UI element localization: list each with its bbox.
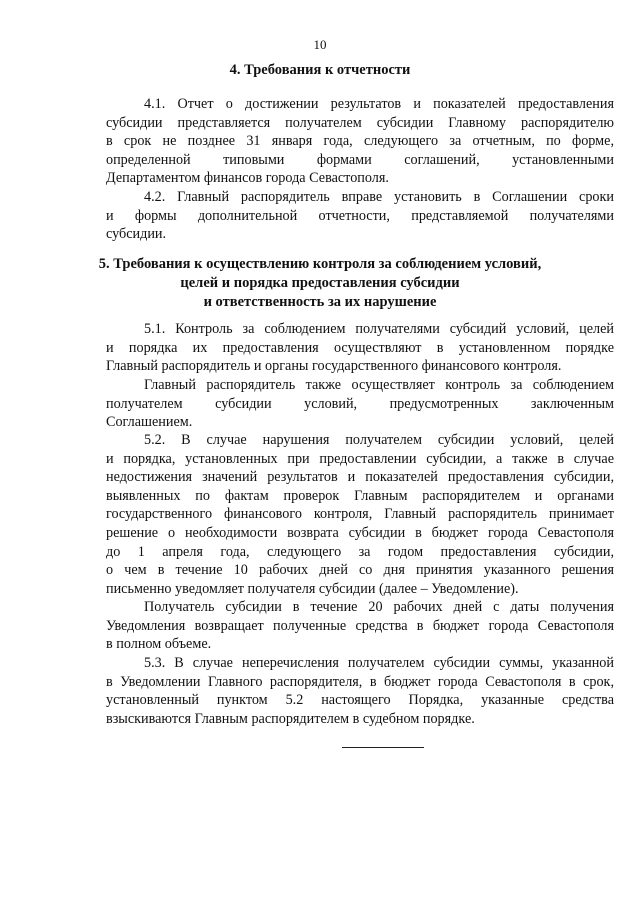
text-line: Департаментом финансов города Севастополя. — [106, 170, 389, 187]
page-number: 10 — [313, 37, 327, 52]
paragraph-5-2-return — [106, 598, 614, 654]
text-line: государственного финансового контроля, Главный распорядитель принимает — [106, 506, 614, 523]
text-line: в Уведомлении Главного распорядителя, в бюджет города Севастополя в срок, — [106, 673, 614, 690]
text-line: взыскиваются Главным распорядителем в судебном порядке. — [106, 710, 475, 727]
text-line: определенной типовыми формами соглашений, установленными — [106, 151, 614, 168]
paragraph-5-1-control — [106, 376, 614, 432]
text-line: до 1 апреля года, следующего за годом предоставления субсидии, — [106, 543, 614, 560]
text-line: Получатель субсидии в течение 20 рабочих дней с даты получения — [144, 599, 614, 615]
text-line: субсидии представляется получателем субсидии Главному распорядителю — [106, 114, 614, 131]
text-line: Главный распорядитель также осуществляет контроль за соблюдением — [144, 377, 614, 393]
text-line: субсидии. — [106, 226, 167, 243]
text-line: недостижения значений результатов и показателей предоставления субсидии, — [106, 469, 614, 486]
text-line: решение о необходимости возврата субсидии в бюджет города Севастополя — [106, 524, 614, 541]
text-line: в полном объеме. — [106, 636, 212, 653]
text-line: 4.2. Главный распорядитель вправе установить в Соглашении сроки — [144, 189, 614, 205]
closing-divider-line — [342, 747, 424, 748]
text-line: Уведомления возвращает полученные средства в бюджет города Севастополя — [106, 617, 614, 634]
section-5-heading — [90, 255, 550, 312]
text-line: 5.3. В случае неперечисления получателем субсидии суммы, указанной — [144, 655, 614, 671]
text-line: установленный пунктом 5.2 настоящего Порядка, указанные средства — [106, 692, 614, 709]
text-line: 5.1. Контроль за соблюдением получателями субсидий условий, целей — [144, 321, 614, 337]
text-line: 4.1. Отчет о достижении результатов и показателей предоставления — [144, 96, 614, 112]
text-line: и порядка их предоставления осуществляют в установленном порядке — [106, 339, 614, 356]
section-5-heading-line: и ответственность за их нарушение — [203, 294, 437, 310]
paragraph-4-2 — [106, 188, 614, 244]
text-line: письменно уведомляет получателя субсидии (далее – Уведомление). — [106, 580, 519, 597]
paragraph-5-3 — [106, 654, 614, 728]
text-line: Главный распорядитель и органы государственного финансового контроля. — [106, 358, 562, 375]
paragraph-5-2 — [106, 431, 614, 598]
text-line: и порядка, установленных при предоставлении субсидии, а также в случае — [106, 450, 614, 467]
text-line: выявленных по фактам проверок Главным распорядителем и органами — [106, 487, 614, 504]
text-line: получателем субсидии условий, предусмотренных заключенным — [106, 395, 614, 412]
section-5-heading-line: 5. Требования к осуществлению контроля за соблюдением условий, — [98, 256, 542, 272]
text-line: и формы дополнительной отчетности, представляемой получателями — [106, 207, 614, 224]
section-4-heading: 4. Требования к отчетности — [229, 62, 411, 78]
paragraph-4-1 — [106, 95, 614, 188]
text-line: Соглашением. — [106, 414, 193, 431]
paragraph-5-1 — [106, 320, 614, 376]
text-line: о чем в течение 10 рабочих дней со дня принятия указанного решения — [106, 562, 614, 579]
section-5-heading-line: целей и порядка предоставления субсидии — [180, 275, 460, 291]
text-line: 5.2. В случае нарушения получателем субсидии условий, целей — [144, 432, 614, 448]
text-line: в срок не позднее 31 января года, следующего за отчетным, по форме, — [106, 133, 614, 150]
